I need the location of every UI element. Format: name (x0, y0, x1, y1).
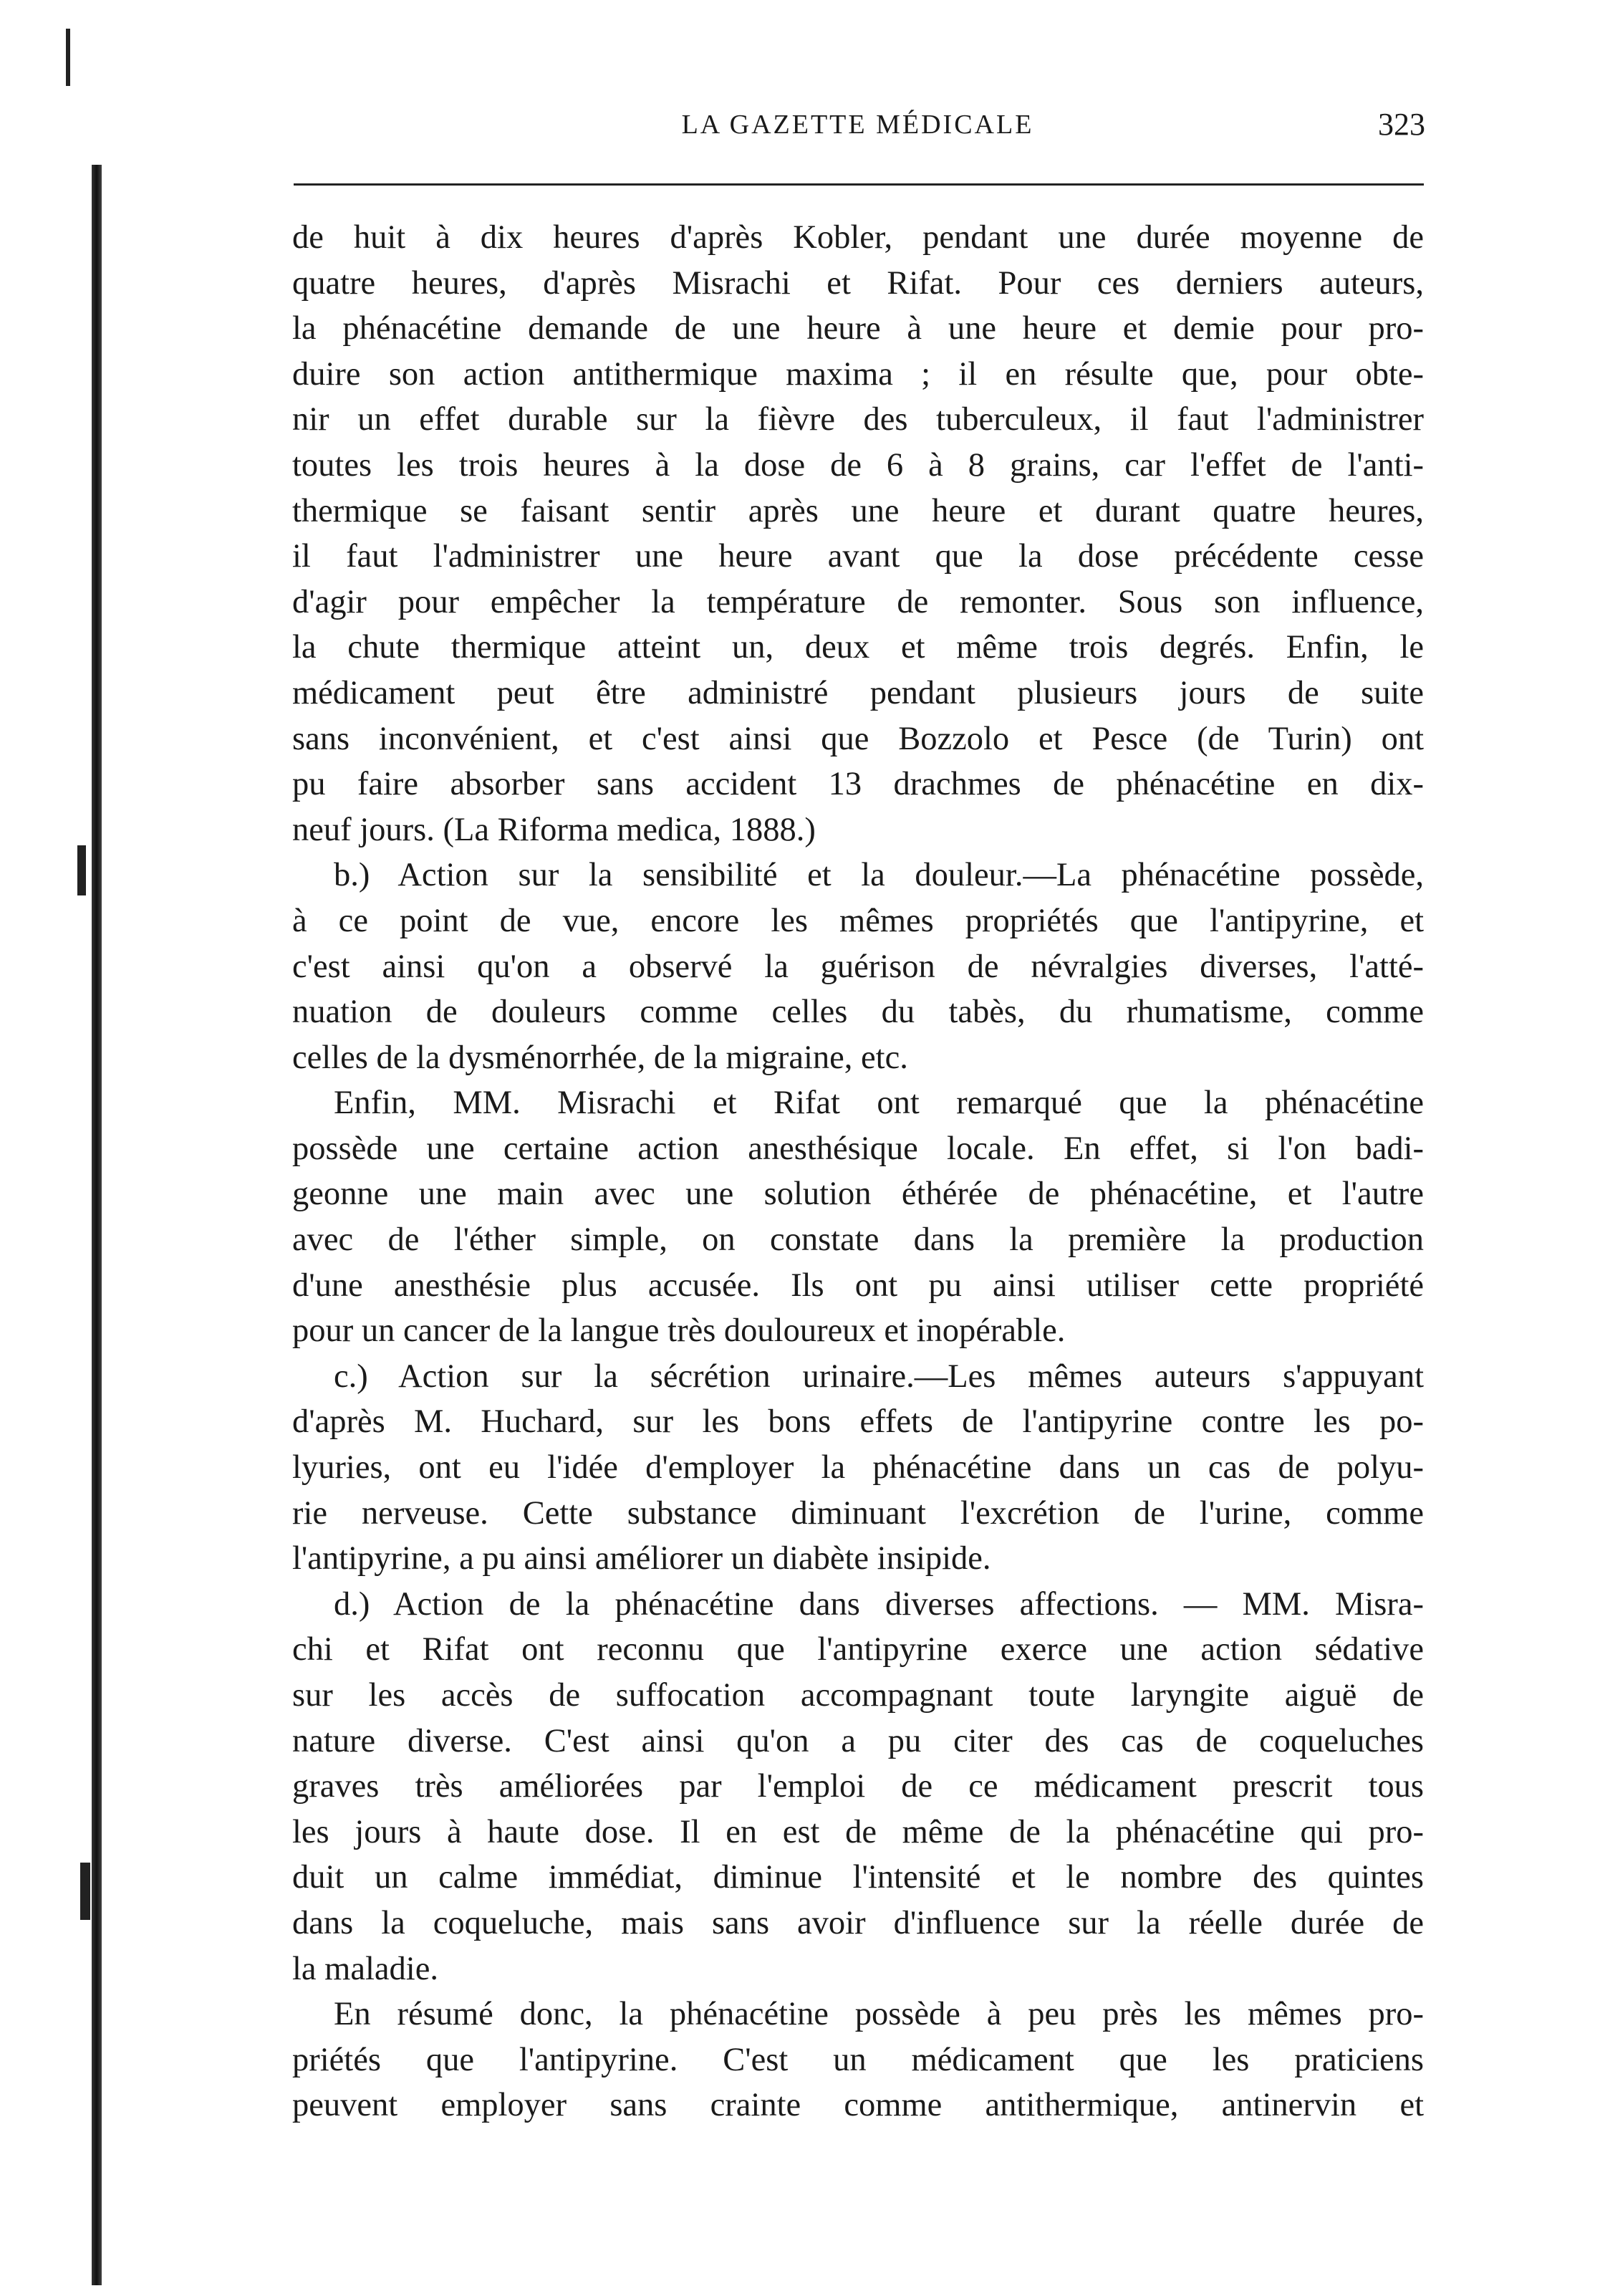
text-line: duire son action antithermique maxima ; il en résulte que, pour obte- (292, 355, 1424, 393)
page-header (290, 109, 1425, 159)
binding-mark (66, 29, 70, 86)
text-line: En résumé donc, la phénacétine possède à peu près les mêmes pro- (334, 1996, 1424, 2033)
text-line: d'après M. Huchard, sur les bons effets de l'antipyrine contre les po- (292, 1403, 1424, 1441)
text-line: médicament peut être administré pendant plusieurs jours de suite (292, 674, 1424, 711)
header-rule (294, 183, 1424, 186)
text-line: chi et Rifat ont reconnu que l'antipyrine exerce une action sédative (292, 1631, 1424, 1668)
text-line: lyuries, ont eu l'idée d'employer la phénacétine dans un cas de polyu- (292, 1449, 1424, 1486)
text-line: peuvent employer sans crainte comme antithermique, antinervin et (292, 2087, 1424, 2124)
text-line: d'agir pour empêcher la température de remonter. Sous son influence, (292, 583, 1424, 620)
text-line: dans la coqueluche, mais sans avoir d'influence sur la réelle durée de (292, 1904, 1424, 1941)
text-line: il faut l'administrer une heure avant que la dose précédente cesse (292, 538, 1424, 575)
text-line: d.) Action de la phénacétine dans diverses affections. — MM. Misra- (334, 1585, 1424, 1623)
text-line: d'une anesthésie plus accusée. Ils ont pu ainsi utiliser cette propriété (292, 1267, 1424, 1304)
body-text (292, 215, 1424, 2128)
text-line: nir un effet durable sur la fièvre des tuberculeux, il faut l'administrer (292, 401, 1424, 438)
text-line: sans inconvénient, et c'est ainsi que Bozzolo et Pesce (de Turin) ont (292, 720, 1424, 757)
text-line: pu faire absorber sans accident 13 drachmes de phénacétine en dix- (292, 766, 1424, 803)
text-line: la chute thermique atteint un, deux et même trois degrés. Enfin, le (292, 629, 1424, 666)
running-head: LA GAZETTE MÉDICALE (681, 110, 1034, 140)
text-line: la phénacétine demande de une heure à une heure et demie pour pro- (292, 310, 1424, 347)
text-line: c'est ainsi qu'on a observé la guérison de névralgies diverses, l'atté- (292, 948, 1424, 985)
text-line: possède une certaine action anesthésique locale. En effet, si l'on badi- (292, 1130, 1424, 1167)
text-line: pour un cancer de la langue très douloureux et inopérable. (292, 1312, 1066, 1350)
text-line: graves très améliorées par l'emploi de ce médicament prescrit tous (292, 1768, 1424, 1805)
text-line: de huit à dix heures d'après Kobler, pendant une durée moyenne de (292, 219, 1424, 256)
page-number: 323 (1378, 107, 1425, 142)
text-line: nature diverse. C'est ainsi qu'on a pu citer des cas de coqueluches (292, 1722, 1424, 1759)
binding-mark (77, 845, 86, 895)
book-binding-edge (92, 165, 102, 2285)
text-line: celles de la dysménorrhée, de la migraine, etc. (292, 1039, 908, 1076)
text-line: l'antipyrine, a pu ainsi améliorer un diabète insipide. (292, 1540, 991, 1577)
text-line: sur les accès de suffocation accompagnant toute laryngite aiguë de (292, 1677, 1424, 1714)
text-line: thermique se faisant sentir après une heure et durant quatre heures, (292, 492, 1424, 529)
text-line: toutes les trois heures à la dose de 6 à 8 grains, car l'effet de l'anti- (292, 446, 1424, 484)
text-line: les jours à haute dose. Il en est de même de la phénacétine qui pro- (292, 1813, 1424, 1850)
text-line: avec de l'éther simple, on constate dans la première la production (292, 1221, 1424, 1259)
text-line: geonne une main avec une solution éthérée de phénacétine, et l'autre (292, 1176, 1424, 1213)
text-line: à ce point de vue, encore les mêmes propriétés que l'antipyrine, et (292, 902, 1424, 939)
text-line: Enfin, MM. Misrachi et Rifat ont remarqué que la phénacétine (334, 1085, 1424, 1122)
text-line: neuf jours. (La Riforma medica, 1888.) (292, 811, 816, 848)
text-line: rie nerveuse. Cette substance diminuant l'excrétion de l'urine, comme (292, 1494, 1424, 1532)
text-line: quatre heures, d'après Misrachi et Rifat. Pour ces derniers auteurs, (292, 264, 1424, 302)
text-line: duit un calme immédiat, diminue l'intensité et le nombre des quintes (292, 1859, 1424, 1896)
text-line: c.) Action sur la sécrétion urinaire.—Les mêmes auteurs s'appuyant (334, 1358, 1424, 1395)
text-line: b.) Action sur la sensibilité et la douleur.—La phénacétine possède, (334, 857, 1424, 894)
binding-mark (80, 1863, 90, 1920)
text-line: nuation de douleurs comme celles du tabès, du rhumatisme, comme (292, 994, 1424, 1031)
text-line: priétés que l'antipyrine. C'est un médicament que les praticiens (292, 2041, 1424, 2078)
text-line: la maladie. (292, 1950, 438, 1987)
